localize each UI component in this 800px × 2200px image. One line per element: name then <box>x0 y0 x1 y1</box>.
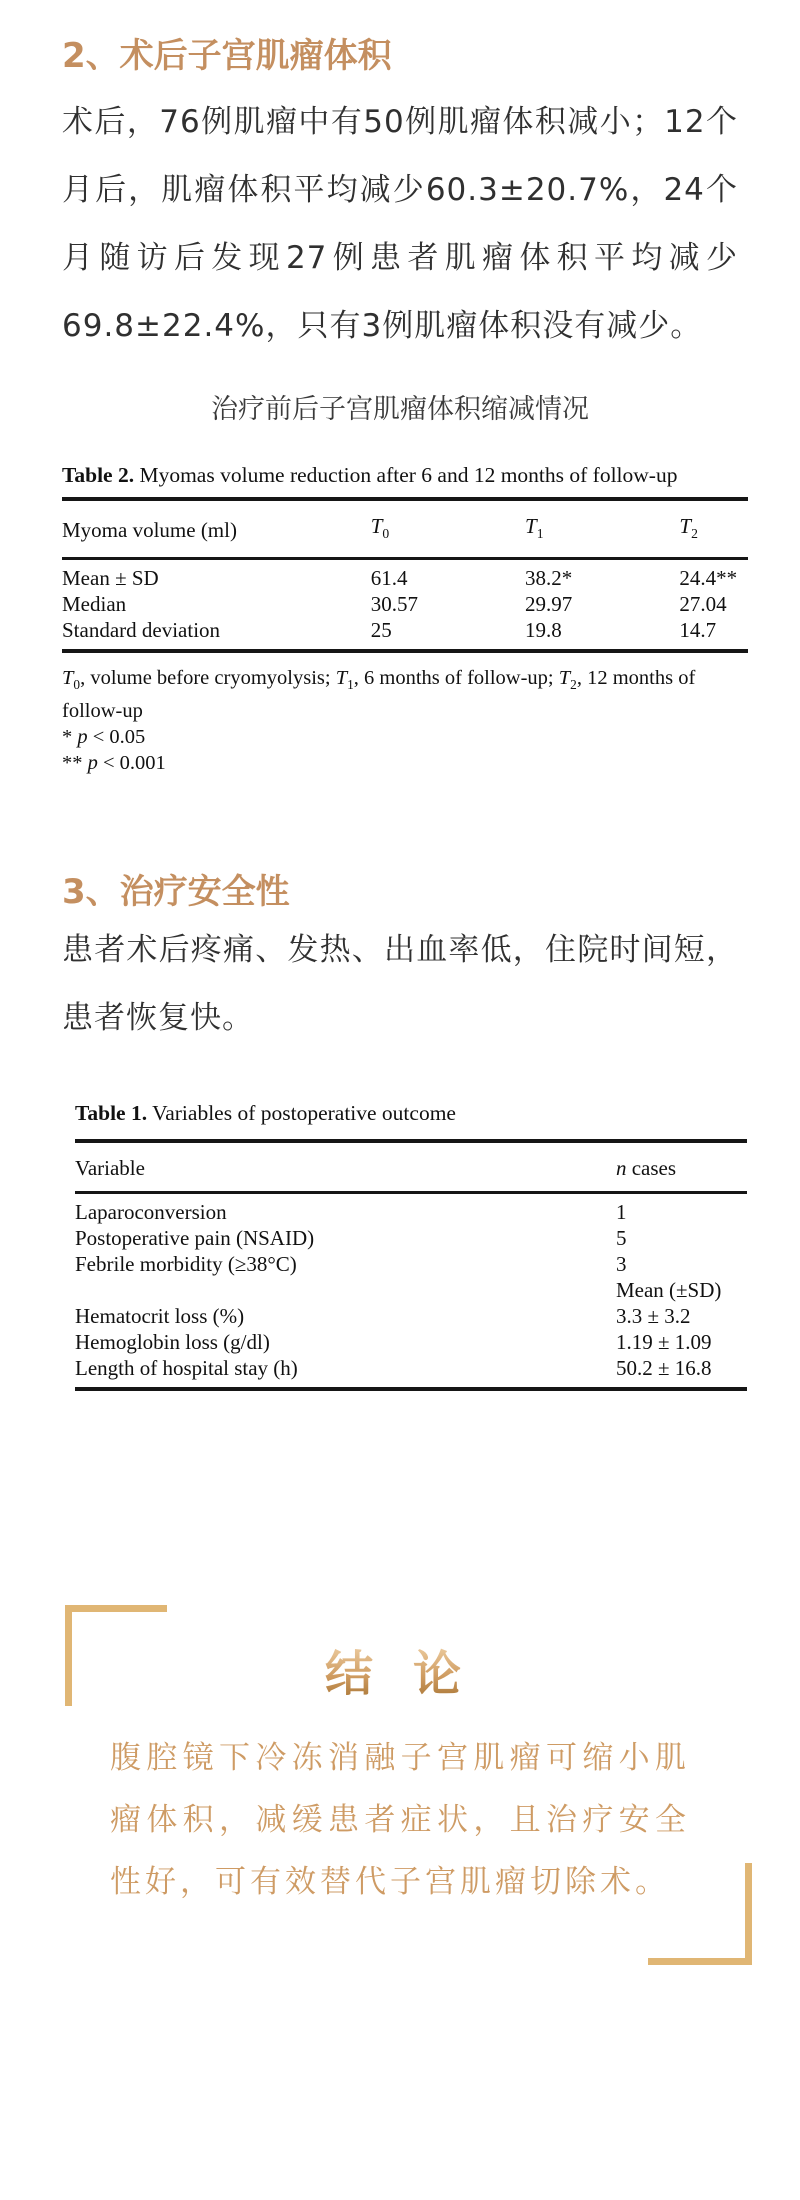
section-3-paragraph: 患者术后疼痛、发热、出血率低，住院时间短，患者恢复快。 <box>62 932 738 1037</box>
table-2-block <box>62 462 748 776</box>
table-row: Hemoglobin loss (g/dl) 1.19 ± 1.09 <box>75 1330 712 1355</box>
table-2-header-t1: $T_1$ <box>525 499 679 559</box>
conclusion-section <box>0 1605 800 2165</box>
table-row: Length of hospital stay (h) 50.2 ± 16.8 <box>75 1356 712 1381</box>
footnote-p-0001: ** p < 0.001 <box>62 752 166 775</box>
table-row: Febrile morbidity (≥38°C) 3 <box>75 1252 627 1277</box>
table-1-block <box>75 1100 747 1391</box>
footnote-times: $T_0$, volume before cryomyolysis; $T_1$, 6 months of follow-up; $T_2$, 12 months of follow-up <box>62 667 696 723</box>
table-row: Hematocrit loss (%) 3.3 ± 3.2 <box>75 1304 691 1329</box>
table-2-header-row <box>62 499 748 559</box>
corner-bracket-bottom-right <box>648 1863 752 1965</box>
table-1-title-label: Table 1. <box>75 1101 148 1126</box>
table-row: Laparoconversion 1 <box>75 1200 627 1225</box>
table-2-title-label: Table 2. <box>62 463 135 487</box>
corner-bracket-top-left <box>65 1605 167 1706</box>
table-2-chinese-caption: 治疗前后子宫肌瘤体积缩减情况 <box>211 394 589 425</box>
table-2-title-text: Myomas volume reduction after 6 and 12 months of follow-up <box>134 463 678 487</box>
table-1-title <box>75 1100 747 1127</box>
table-2 <box>62 497 748 653</box>
table-row: Postoperative pain (NSAID) 5 <box>75 1226 627 1251</box>
table-2-footnotes <box>62 665 748 776</box>
conclusion-title: 结 论 <box>324 1648 475 1702</box>
table-2-header-t0: $T_0$ <box>371 499 525 559</box>
table-row: Standard deviation 25 19.8 14.7 <box>62 618 717 643</box>
table-row: Mean ± SD 61.4 38.2* 24.4** <box>62 566 738 591</box>
section-2-heading: 2、术后子宫肌瘤体积 <box>62 36 392 76</box>
table-1-header-variable: Variable <box>75 1141 616 1193</box>
section-3-heading: 3、治疗安全性 <box>62 872 290 913</box>
table-2-title <box>62 462 748 489</box>
table-1 <box>75 1139 747 1391</box>
section-2-paragraph: 术后，76例肌瘤中有50例肌瘤体积减小；12个月后，肌瘤体积平均减少60.3±20.7%，24个月随访后发现27例患者肌瘤体积平均减少69.8±22.4%，只有3例肌瘤体积没有减少。 <box>62 104 738 344</box>
table-2-header-label: Myoma volume (ml) <box>62 499 371 559</box>
conclusion-text: 腹腔镜下冷冻消融子宫肌瘤可缩小肌瘤体积，减缓患者症状，且治疗安全性好，可有效替代子宫肌瘤切除术。 <box>110 1740 690 1901</box>
footnote-p-005: * p < 0.05 <box>62 726 146 749</box>
table-row: Median 30.57 29.97 27.04 <box>62 592 727 617</box>
table-row: Mean (±SD) <box>615 1278 722 1303</box>
table-1-header-ncases: n cases <box>616 1141 747 1193</box>
table-2-header-t2: $T_2$ <box>679 499 748 559</box>
table-1-header-row <box>75 1141 747 1193</box>
table-1-title-text: Variables of postoperative outcome <box>147 1101 456 1126</box>
